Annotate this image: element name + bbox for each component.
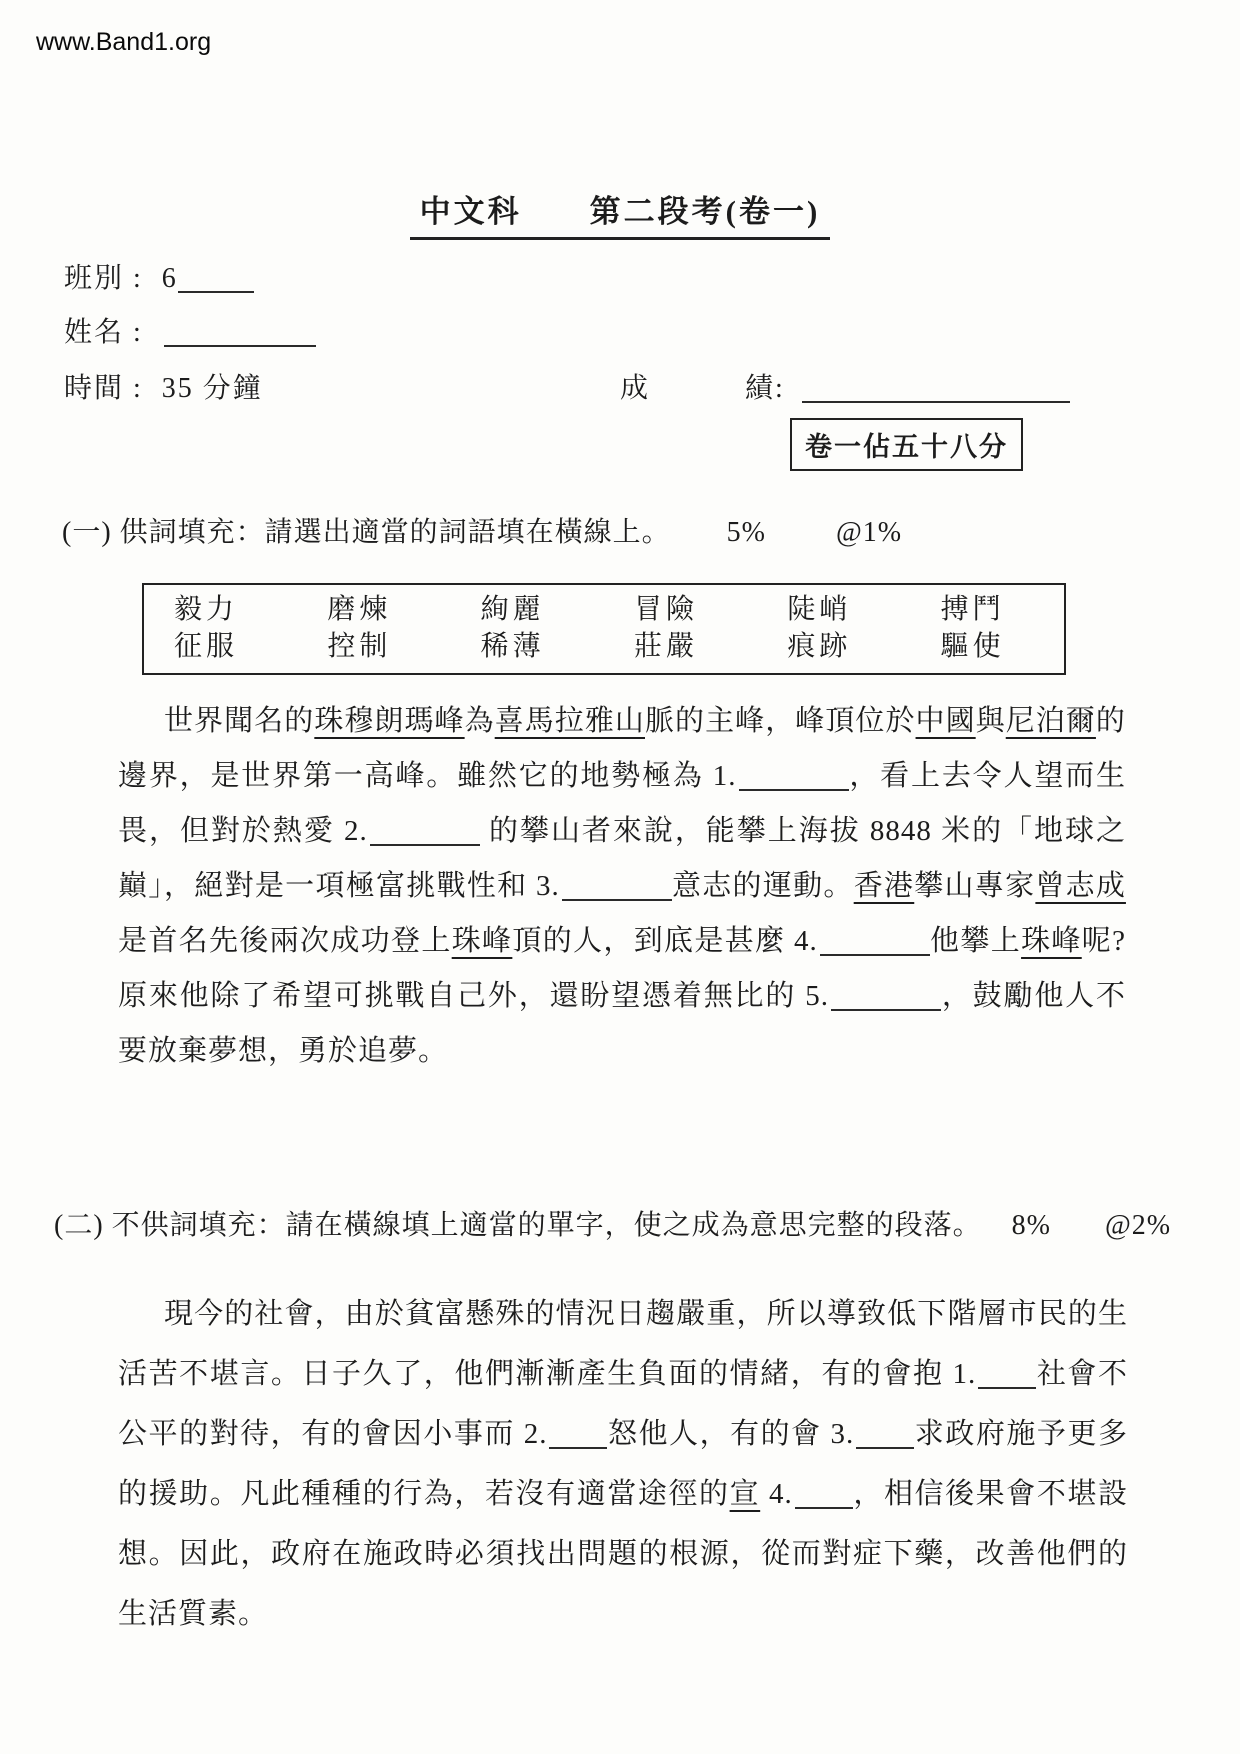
section1-heading-row — [62, 510, 902, 550]
class-value: 6 — [161, 263, 178, 294]
section1-total-percent: 5% — [726, 517, 766, 548]
answer-blank-4 — [820, 925, 930, 956]
name-field — [64, 310, 316, 350]
class-label: 班別 : — [64, 263, 143, 294]
score-box: 卷一佔五十八分 — [790, 418, 1023, 471]
blank-number: 3. — [535, 870, 560, 902]
wordbank-word: 控制 — [327, 631, 392, 662]
class-field — [64, 256, 254, 296]
blank-number: 4. — [793, 925, 818, 957]
underlined-term: 香港 — [853, 870, 915, 902]
passage-text: 是首名先後兩次成功登上 — [118, 925, 452, 957]
passage-text: 脈的主峰，峰頂位於 — [645, 705, 916, 737]
passage-text: 與 — [975, 705, 1006, 737]
wordbank-word: 絢麗 — [480, 594, 545, 625]
score-blank-line — [802, 373, 1070, 403]
underlined-term: 曾志成 — [1035, 870, 1126, 902]
passage-text — [760, 1478, 769, 1510]
answer-blank-1 — [978, 1358, 1036, 1389]
blank-number: 1. — [952, 1358, 977, 1390]
class-blank-line — [178, 263, 254, 293]
underlined-term: 中國 — [915, 705, 976, 737]
title-row — [0, 186, 1240, 240]
underlined-term: 宣 — [729, 1478, 761, 1510]
answer-blank-2 — [370, 815, 480, 846]
wordbank-row — [144, 591, 1064, 628]
passage-text: 的邊界，是世界第一高峰。雖然它的地勢極為 — [118, 705, 1126, 792]
answer-blank-4 — [795, 1478, 853, 1509]
passage-text: 怒他人，有的會 — [607, 1418, 831, 1450]
name-blank-line — [164, 317, 316, 347]
wordbank-word: 磨煉 — [327, 594, 392, 625]
wordbank-word: 毅力 — [174, 594, 239, 625]
underlined-term: 珠峰 — [451, 925, 513, 957]
wordbank-word: 搏鬥 — [940, 594, 1005, 625]
wordbank-word: 征服 — [174, 631, 239, 662]
wordbank-table — [142, 583, 1066, 675]
passage-text: 他攀上 — [929, 925, 1022, 957]
passage-text: ，看上去令人望而生畏，但對於熱愛 — [118, 760, 1126, 847]
blank-number: 2. — [344, 815, 368, 847]
passage-text: 頂的人，到底是甚麼 — [512, 925, 794, 957]
passage-text: ，相信後果會不堪設想。因此，政府在施政時必須找出問題的根源，從而對症下藥，改善他們的生活質素。 — [118, 1478, 1128, 1630]
wordbank-word: 莊嚴 — [633, 631, 698, 662]
time-field — [64, 366, 263, 406]
answer-blank-3 — [856, 1418, 914, 1449]
passage-text: 攀山專家 — [914, 870, 1036, 902]
underlined-term: 珠穆朗瑪峰 — [314, 705, 465, 737]
blank-number: 5. — [805, 980, 830, 1012]
passage-text: 為 — [464, 705, 495, 737]
underlined-term: 尼泊爾 — [1005, 705, 1096, 737]
passage-text: 現今的社會，由於貧富懸殊的情況日趨嚴重，所以導致低下階層市民的生活苦不堪言。日子久了，他們漸漸產生負面的情緒，有的會抱 — [118, 1298, 1128, 1390]
blank-number: 1. — [712, 760, 737, 792]
answer-blank-1 — [739, 760, 849, 791]
score-label-right: 績: — [745, 373, 785, 404]
section1-heading: (一) 供詞填充：請選出適當的詞語填在橫線上。 — [62, 517, 671, 548]
answer-blank-2 — [549, 1418, 607, 1449]
watermark: www.Band1.org — [36, 28, 212, 56]
blank-number: 4. — [769, 1478, 793, 1510]
passage-text: 呢? 原來他除了希望可挑戰自己外，還盼望憑着無比的 — [118, 925, 1126, 1012]
wordbank-word: 痕跡 — [787, 631, 852, 662]
section1-passage — [118, 694, 1126, 1079]
passage-text: 的攀山者來說，能攀上海拔 8848 米的「地球之巔」，絕對是一項極富挑戰性和 — [118, 815, 1126, 902]
exam-title: 中文科 第二段考(卷一) — [410, 186, 831, 240]
passage-text: 意志的運動。 — [671, 870, 854, 902]
section2-per-item-percent: @2% — [1104, 1210, 1172, 1241]
section2-passage — [118, 1284, 1128, 1644]
blank-number: 2. — [523, 1418, 548, 1450]
wordbank-word: 冒險 — [633, 594, 698, 625]
passage-text: 社會不公平的對待，有的會因小事而 — [118, 1358, 1128, 1450]
section1-per-item-percent: @1% — [835, 517, 903, 548]
wordbank-row — [144, 628, 1064, 665]
wordbank-word: 驅使 — [940, 631, 1005, 662]
underlined-term: 喜馬拉雅山 — [494, 705, 645, 737]
passage-text: ，鼓勵他人不要放棄夢想，勇於追夢。 — [118, 980, 1126, 1067]
passage-text: 世界聞名的 — [164, 705, 315, 737]
wordbank-word: 稀薄 — [480, 631, 545, 662]
score-field — [620, 366, 1070, 406]
answer-blank-3 — [562, 870, 672, 901]
passage-text: 求政府施予更多的援助。凡此種種的行為，若沒有適當途徑的 — [118, 1418, 1128, 1510]
time-label: 時間 : — [64, 373, 143, 404]
section2-heading-row — [54, 1203, 1171, 1243]
wordbank-word: 陡峭 — [787, 594, 852, 625]
answer-blank-5 — [831, 980, 941, 1011]
underlined-term: 珠峰 — [1021, 925, 1082, 957]
section2-total-percent: 8% — [1011, 1210, 1051, 1241]
name-label: 姓名 : — [64, 317, 143, 348]
section2-heading: (二) 不供詞填充：請在橫線填上適當的單字，使之成為意思完整的段落。 — [54, 1210, 982, 1241]
blank-number: 3. — [830, 1418, 855, 1450]
time-value: 35 分鐘 — [161, 373, 263, 404]
score-label-left: 成 — [620, 373, 651, 404]
